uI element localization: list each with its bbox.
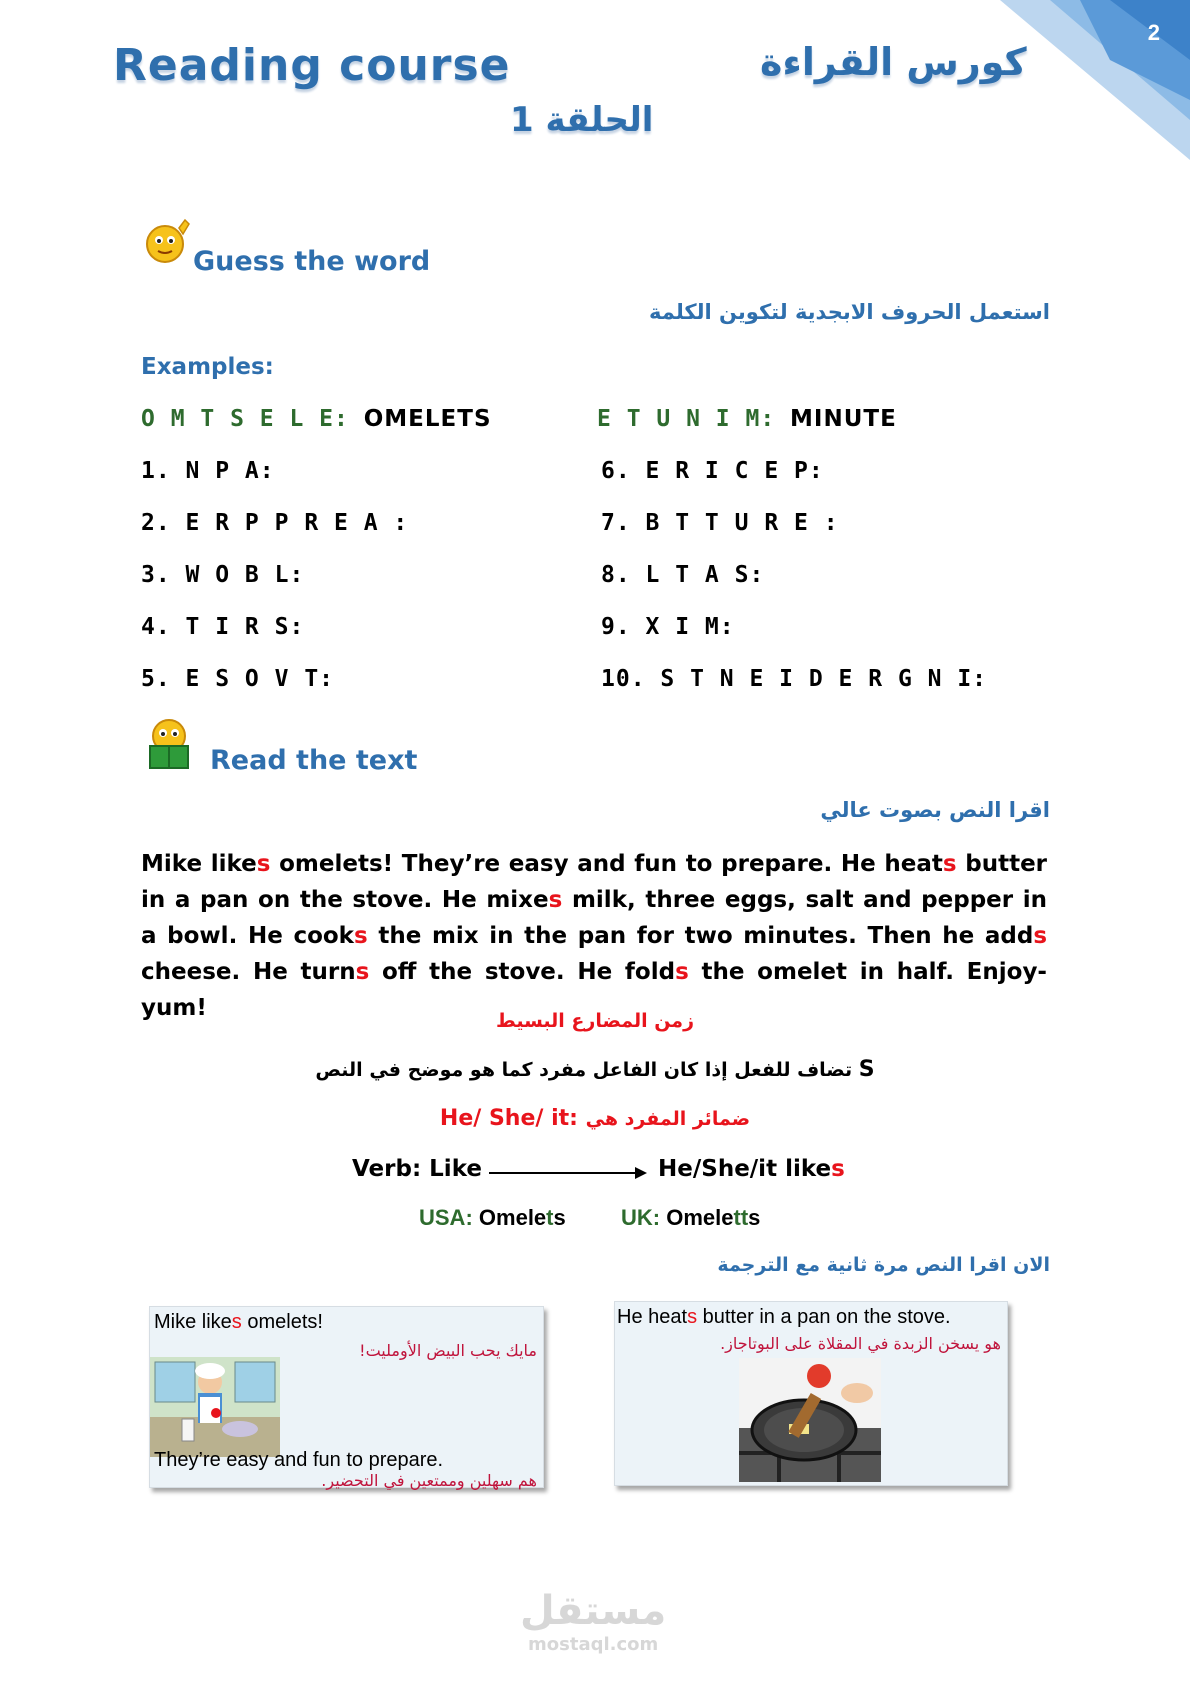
title-arabic: كورس القراءة	[760, 40, 1027, 84]
verb-result-base: He/She/it like	[658, 1156, 832, 1182]
pronouns-ar: ضمائر المفرد هي	[585, 1108, 751, 1130]
example-left-answer: OMELETS	[363, 406, 492, 432]
watermark-latin: mostaql.com	[528, 1634, 659, 1655]
verb-suffix: s	[355, 959, 370, 985]
rule-letter: S	[858, 1057, 875, 1082]
verb-label: Verb: Like	[352, 1156, 482, 1182]
card-line-en	[154, 1311, 323, 1334]
verb-suffix: s	[548, 887, 563, 913]
page-number: 2	[1147, 20, 1160, 45]
translate-instruction: الان اقرا النص مرة ثانية مع الترجمة	[717, 1254, 1050, 1276]
uk-word-a: Omele	[666, 1205, 734, 1230]
story-text: the mix in the pan for two minutes. Then he add	[367, 923, 1034, 949]
card-text: Mike like	[154, 1311, 232, 1333]
verb-suffix: s	[1033, 923, 1048, 949]
puzzle-item: 9. X I M:	[601, 614, 735, 640]
story-text: omelets! They’re easy and fun to prepare. He heat	[270, 851, 943, 877]
story-text: cheese. He turn	[141, 959, 356, 985]
guess-heading: Guess the word	[193, 246, 431, 277]
story-text: Mike like	[141, 851, 257, 877]
rule-text: تضاف للفعل إذا كان الفاعل مفرد كما هو موضح في النص	[315, 1059, 853, 1081]
example-right	[597, 406, 897, 432]
usa-word-a: Omele	[478, 1205, 547, 1230]
translation-card	[614, 1301, 1008, 1486]
episode-number: 1	[510, 100, 534, 140]
card-text: omelets!	[241, 1311, 323, 1333]
card-text: He heat	[617, 1306, 688, 1328]
puzzle-item: 10. S T N E I D E R G N I:	[601, 666, 988, 692]
story-text: butter in a pan on the stove. He mixe	[141, 851, 1048, 913]
puzzle-item: 5. E S O V T:	[141, 666, 335, 692]
watermark-arabic: مستقل	[520, 1588, 667, 1634]
card-line-ar: مايك يحب البيض الأومليت!	[359, 1341, 537, 1360]
read-instruction: اقرا النص بصوت عالي	[820, 798, 1050, 822]
watermark	[520, 1588, 666, 1655]
cooking-boy-image	[150, 1357, 280, 1457]
usa-word-c: s	[553, 1205, 566, 1230]
card-line-en: They’re easy and fun to prepare.	[154, 1449, 444, 1471]
card-line-en	[617, 1306, 951, 1329]
puzzle-item: 7. B T T U R E :	[601, 510, 839, 536]
episode-title	[510, 100, 653, 140]
uk-word-b: tt	[733, 1205, 749, 1230]
tense-title: زمن المضارع البسيط	[495, 1010, 695, 1032]
card-line-ar: هو يسخن الزبدة في المقلاة على البوتاجاز.	[720, 1334, 1001, 1353]
example-left	[141, 406, 492, 432]
puzzle-item: 4. T I R S:	[141, 614, 305, 640]
arrow-icon	[489, 1163, 649, 1183]
usa-label: USA:	[419, 1205, 473, 1230]
verb-suffix: s	[675, 959, 689, 985]
rule-line	[0, 1057, 1190, 1082]
puzzle-item: 3. W O B L:	[141, 562, 305, 588]
verb-suffix: s	[942, 851, 957, 877]
verb-suffix: s	[353, 923, 368, 949]
examples-label: Examples:	[141, 354, 274, 380]
verb-result-suffix: s	[831, 1156, 845, 1182]
uk-label: UK:	[621, 1205, 661, 1230]
puzzle-item: 1. N P A:	[141, 458, 275, 484]
story-text: off the stove. He fold	[369, 959, 676, 985]
pronouns-en: He/ She/ it:	[439, 1106, 578, 1131]
guess-instruction: استعمل الحروف الابجدية لتكوين الكلمة	[649, 300, 1050, 324]
puzzle-item: 8. L T A S:	[601, 562, 765, 588]
uk-word-c: s	[748, 1205, 761, 1230]
story-text: milk, three eggs, salt and pepper in a bowl. He cook	[141, 887, 1047, 949]
frying-pan-image	[739, 1358, 881, 1482]
puzzle-item: 2. E R P P R E A :	[141, 510, 409, 536]
translation-card	[149, 1306, 544, 1488]
puzzle-item: 6. E R I C E P:	[601, 458, 824, 484]
example-right-letters: E T U N I M:	[597, 406, 776, 432]
thinking-emoji-icon	[143, 218, 193, 266]
episode-label: الحلقة	[545, 100, 654, 140]
story-paragraph	[141, 846, 1047, 1026]
card-text-suffix: s	[687, 1306, 698, 1328]
verb-suffix: s	[256, 851, 271, 877]
example-left-letters: O M T S E L E:	[141, 406, 349, 432]
read-heading: Read the text	[210, 745, 418, 776]
reading-emoji-icon	[146, 716, 192, 770]
card-line-ar: هم سهلين وممتعين في التحضير.	[321, 1471, 537, 1490]
title-english: Reading course	[113, 40, 511, 91]
uk-spelling	[621, 1205, 760, 1231]
card-text: butter in a pan on the stove.	[697, 1306, 951, 1328]
pronouns-line	[0, 1106, 1190, 1131]
card-text-suffix: s	[231, 1311, 242, 1333]
usa-spelling	[419, 1205, 566, 1231]
usa-word-b: t	[546, 1205, 554, 1230]
story-text: the omelet in half. Enjoy-yum!	[141, 959, 1047, 1021]
example-right-answer: MINUTE	[790, 406, 897, 432]
verb-result	[658, 1156, 845, 1182]
